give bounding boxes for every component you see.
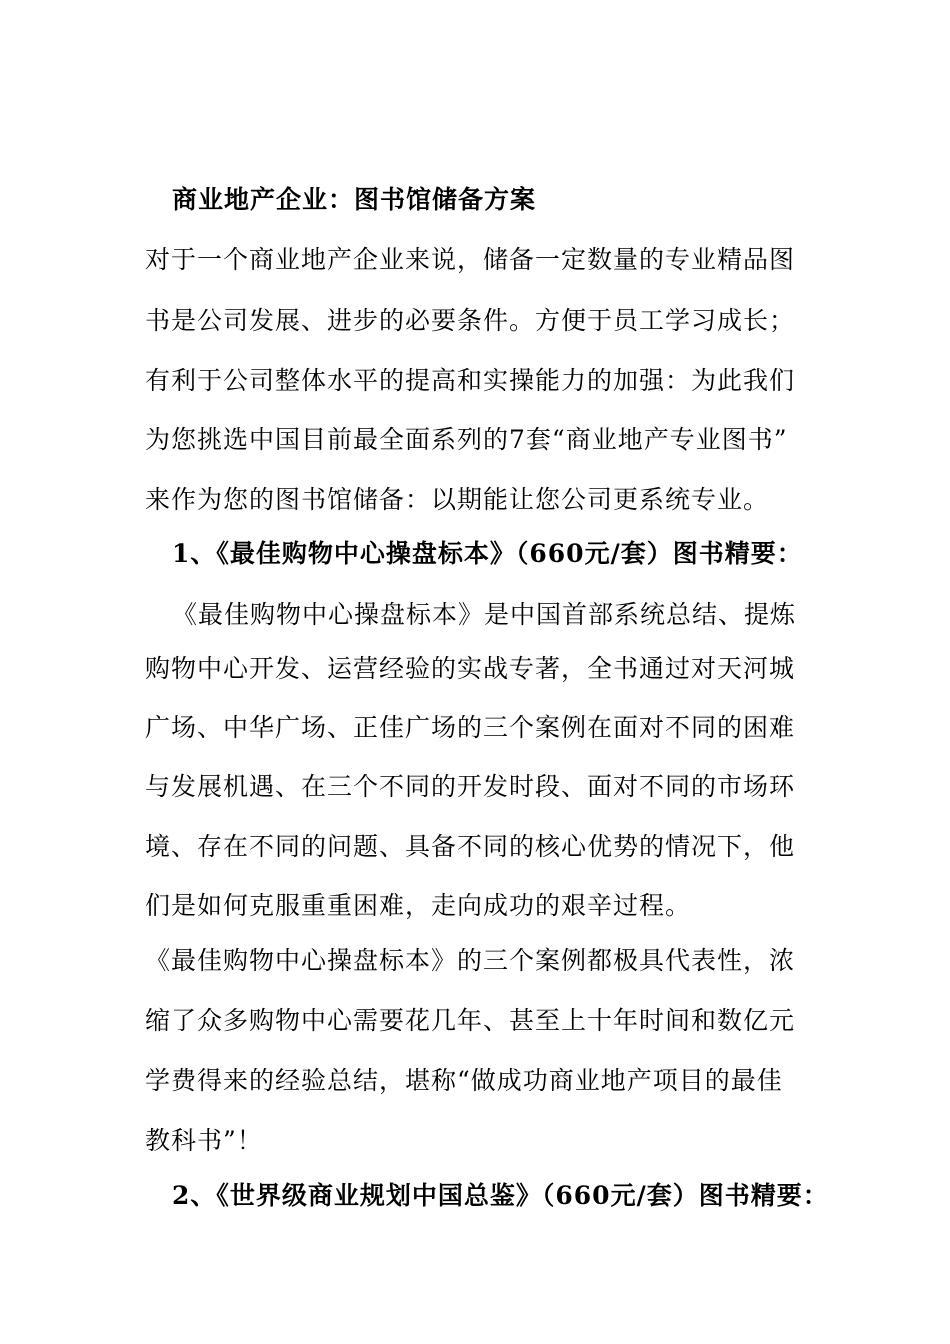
section-1-paragraph-line: 们是如何克服重重困难，走向成功的艰辛过程。	[145, 891, 692, 920]
intro-line: 书是公司发展、进步的必要条件。方便于员工学习成长；	[145, 306, 796, 335]
section-1-paragraph-line: 购物中心开发、运营经验的实战专著，全书通过对天河城	[145, 654, 796, 683]
section-1-paragraph-line: 缩了众多购物中心需要花几年、甚至上十年时间和数亿元	[145, 1006, 796, 1035]
section-1-paragraph-line: 广场、中华广场、正佳广场的三个案例在面对不同的困难	[145, 713, 796, 742]
intro-line: 有利于公司整体水平的提高和实操能力的加强：为此我们	[145, 366, 796, 395]
document-title: 商业地产企业：图书馆储备方案	[172, 185, 537, 214]
section-1-paragraph-line: 与发展机遇、在三个不同的开发时段、面对不同的市场环	[145, 772, 796, 801]
intro-line: 对于一个商业地产企业来说，储备一定数量的专业精品图	[145, 245, 796, 274]
section-1-heading: 1、《最佳购物中心操盘标本》（660元/套）图书精要：	[172, 539, 803, 568]
section-1-paragraph-line: 《最佳购物中心操盘标本》是中国首部系统总结、提炼	[172, 600, 797, 629]
section-1-paragraph-line: 境、存在不同的问题、具备不同的核心优势的情况下，他	[145, 832, 796, 861]
section-1-paragraph-line: 《最佳购物中心操盘标本》的三个案例都极具代表性，浓	[145, 946, 796, 975]
section-1-paragraph-line: 学费得来的经验总结，堪称“做成功商业地产项目的最佳	[145, 1066, 783, 1095]
section-1-paragraph-line: 教科书”！	[145, 1126, 263, 1155]
intro-line: 来作为您的图书馆储备：以期能让您公司更系统专业。	[145, 485, 770, 514]
section-2-heading: 2、《世界级商业规划中国总鉴》（660元/套）图书精要：	[172, 1181, 829, 1210]
intro-line: 为您挑选中国目前最全面系列的7套“商业地产专业图书”	[145, 425, 788, 454]
